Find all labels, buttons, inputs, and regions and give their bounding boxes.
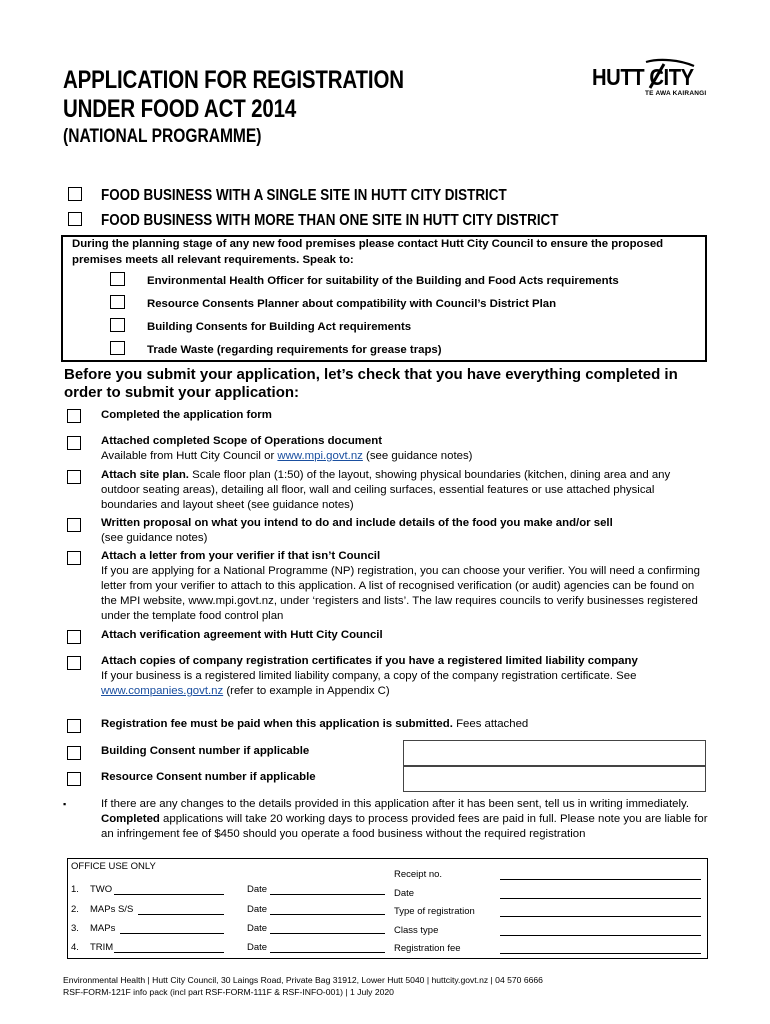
written-proposal-text: (see guidance notes) bbox=[101, 532, 208, 544]
logo-tagline: TE AWA KAIRANGI bbox=[645, 90, 707, 97]
verifier-letter-label: Attach a letter from your verifier if that isn’t Council bbox=[101, 550, 381, 562]
building-consent-checkbox[interactable] bbox=[67, 746, 81, 760]
page-subtitle: (NATIONAL PROGRAMME) bbox=[63, 126, 262, 147]
office-row-label: MAPs bbox=[90, 923, 116, 934]
registration-fee-office-label: Registration fee bbox=[394, 943, 461, 954]
company-cert-checkbox[interactable] bbox=[67, 656, 81, 670]
footer-form-ref: RSF-FORM-121F info pack (incl part RSF-FORM-111F & RSF-INFO-001) | 1 July 2020 bbox=[63, 987, 394, 997]
single-site-checkbox[interactable] bbox=[68, 187, 82, 201]
note-text-b: applications will take 20 working days to process provided fees are paid in full. Please note you are liable for an infringement fee of $450 should you operate a food business without the required registration bbox=[101, 813, 708, 840]
scope-ops-checkbox[interactable] bbox=[67, 436, 81, 450]
office-row-date: Date bbox=[247, 923, 268, 934]
office-row-label: TWO bbox=[90, 884, 113, 895]
office-row-date-line[interactable] bbox=[270, 933, 385, 934]
trade-waste-label: Trade Waste (regarding requirements for grease traps) bbox=[147, 344, 442, 356]
site-plan-checkbox[interactable] bbox=[67, 470, 81, 484]
multi-site-checkbox[interactable] bbox=[68, 212, 82, 226]
completed-form-label: Completed the application form bbox=[101, 409, 272, 421]
resource-consent-checkbox[interactable] bbox=[67, 772, 81, 786]
receipt-no-label: Receipt no. bbox=[394, 869, 443, 880]
office-row-date-line[interactable] bbox=[270, 952, 385, 953]
building-consent-item bbox=[101, 744, 391, 759]
company-cert-text-end: (refer to example in Appendix C) bbox=[223, 685, 390, 697]
office-row-num: 1. bbox=[71, 884, 79, 895]
title-line-2: UNDER FOOD ACT 2014 bbox=[63, 95, 297, 123]
office-row-line[interactable] bbox=[138, 914, 224, 915]
planning-intro: During the planning stage of any new food premises please contact Hutt City Council to ensure the proposed premises meets all relevant requirements. Speak to: bbox=[72, 238, 664, 266]
page-title bbox=[63, 66, 404, 124]
resource-consents-label: Resource Consents Planner about compatibility with Council’s District Plan bbox=[147, 298, 557, 310]
verifier-letter-checkbox[interactable] bbox=[67, 551, 81, 565]
trade-waste-checkbox[interactable] bbox=[110, 341, 125, 355]
site-plan-text: Scale floor plan (1:50) of the layout, showing physical boundaries (kitchen, dining area and any outdoor seating areas), detailing all floor, wall and ceiling surfaces, essential features or use attached physical boundaries and layout sheet (see guidance notes) bbox=[101, 469, 671, 511]
changes-note bbox=[101, 797, 709, 842]
office-row-date-line[interactable] bbox=[270, 914, 385, 915]
multi-site-label: FOOD BUSINESS WITH MORE THAN ONE SITE IN HUTT CITY DISTRICT bbox=[101, 212, 559, 229]
company-cert-label: Attach copies of company registration certificates if you have a registered limited liability company bbox=[101, 655, 638, 667]
resource-consent-number-field[interactable] bbox=[403, 766, 706, 792]
verifier-letter-item bbox=[101, 549, 711, 624]
company-cert-item bbox=[101, 654, 711, 699]
checklist-heading: Before you submit your application, let’s check that you have everything completed in order to submit your application: bbox=[64, 366, 678, 401]
office-row-line[interactable] bbox=[114, 952, 224, 953]
footer-contact: Environmental Health | Hutt City Council, 30 Laings Road, Private Bag 31912, Lower Hutt 5040 | huttcity.govt.nz | 04 570 6666 bbox=[63, 975, 543, 985]
type-registration-line[interactable] bbox=[500, 916, 701, 917]
verifier-letter-text: If you are applying for a National Programme (NP) registration, you can choose your verifier. You will need a confirming letter from your verifier to attach to this application. A list of recognised verification (or audit) agencies can be found on the MPI website, www.mpi.govt.nz, under ‘registers and lists’. The law requires councils to verify businesses registered under the template food control plan bbox=[101, 565, 700, 622]
written-proposal-checkbox[interactable] bbox=[67, 518, 81, 532]
office-row-date-line[interactable] bbox=[270, 894, 385, 895]
office-row-label: MAPs S/S bbox=[90, 904, 134, 915]
written-proposal-item bbox=[101, 516, 711, 546]
scope-ops-text-end: (see guidance notes) bbox=[362, 450, 473, 462]
site-plan-item bbox=[101, 468, 711, 513]
written-proposal-label: Written proposal on what you intend to do and include details of the food you make and/or sell bbox=[101, 517, 613, 529]
class-type-label: Class type bbox=[394, 925, 439, 936]
scope-ops-label: Attached completed Scope of Operations document bbox=[101, 435, 383, 447]
office-row-label: TRIM bbox=[90, 942, 114, 953]
note-bullet: ▪ bbox=[63, 799, 67, 809]
scope-ops-text: Available from Hutt City Council or bbox=[101, 450, 278, 462]
logo-wordmark: HUTT CITY bbox=[592, 64, 694, 90]
registration-fee-checkbox[interactable] bbox=[67, 719, 81, 733]
companies-link[interactable]: www.companies.govt.nz bbox=[101, 685, 224, 697]
date-label: Date bbox=[394, 888, 415, 899]
verification-agreement-label: Attach verification agreement with Hutt City Council bbox=[101, 629, 383, 641]
single-site-label: FOOD BUSINESS WITH A SINGLE SITE IN HUTT CITY DISTRICT bbox=[101, 187, 507, 204]
resource-consent-label: Resource Consent number if applicable bbox=[101, 771, 316, 783]
resource-consent-item bbox=[101, 770, 391, 785]
registration-fee-label: Registration fee must be paid when this application is submitted. bbox=[101, 718, 453, 730]
note-bold: Completed bbox=[101, 813, 160, 825]
scope-ops-item bbox=[101, 434, 711, 464]
completed-form-checkbox[interactable] bbox=[67, 409, 81, 423]
office-row-date: Date bbox=[247, 942, 268, 953]
resource-consents-checkbox[interactable] bbox=[110, 295, 125, 309]
title-line-1: APPLICATION FOR REGISTRATION bbox=[63, 66, 404, 94]
registration-fee-office-line[interactable] bbox=[500, 953, 701, 954]
type-registration-label: Type of registration bbox=[394, 906, 475, 917]
ehc-label: Environmental Health Officer for suitability of the Building and Food Acts requirements bbox=[147, 275, 619, 287]
verification-agreement-checkbox[interactable] bbox=[67, 630, 81, 644]
company-cert-text: If your business is a registered limited liability company, a copy of the company registration certificate. See bbox=[101, 670, 637, 682]
office-use-panel bbox=[67, 858, 708, 959]
building-consent-number-field[interactable] bbox=[403, 740, 706, 766]
office-row-date: Date bbox=[247, 884, 268, 895]
date-line[interactable] bbox=[500, 898, 701, 899]
class-type-line[interactable] bbox=[500, 935, 701, 936]
office-row-num: 4. bbox=[71, 942, 79, 953]
registration-fee-text: Fees attached bbox=[452, 718, 529, 730]
completed-form-item bbox=[101, 408, 711, 423]
registration-fee-item bbox=[101, 717, 711, 732]
receipt-no-line[interactable] bbox=[500, 879, 701, 880]
office-row-line[interactable] bbox=[120, 933, 224, 934]
note-text-a: If there are any changes to the details provided in this application after it has been sent, tell us in writing immediately. bbox=[101, 798, 689, 810]
building-consents-label: Building Consents for Building Act requirements bbox=[147, 321, 412, 333]
office-row-num: 2. bbox=[71, 904, 79, 915]
verification-agreement-item bbox=[101, 628, 711, 643]
mpi-link[interactable]: www.mpi.govt.nz bbox=[277, 450, 363, 462]
building-consents-checkbox[interactable] bbox=[110, 318, 125, 332]
office-row-line[interactable] bbox=[114, 894, 224, 895]
office-row-date: Date bbox=[247, 904, 268, 915]
office-row-num: 3. bbox=[71, 923, 79, 934]
site-plan-label: Attach site plan. bbox=[101, 469, 189, 481]
ehc-checkbox[interactable] bbox=[110, 272, 125, 286]
office-use-title: OFFICE USE ONLY bbox=[71, 861, 156, 872]
building-consent-label: Building Consent number if applicable bbox=[101, 745, 310, 757]
